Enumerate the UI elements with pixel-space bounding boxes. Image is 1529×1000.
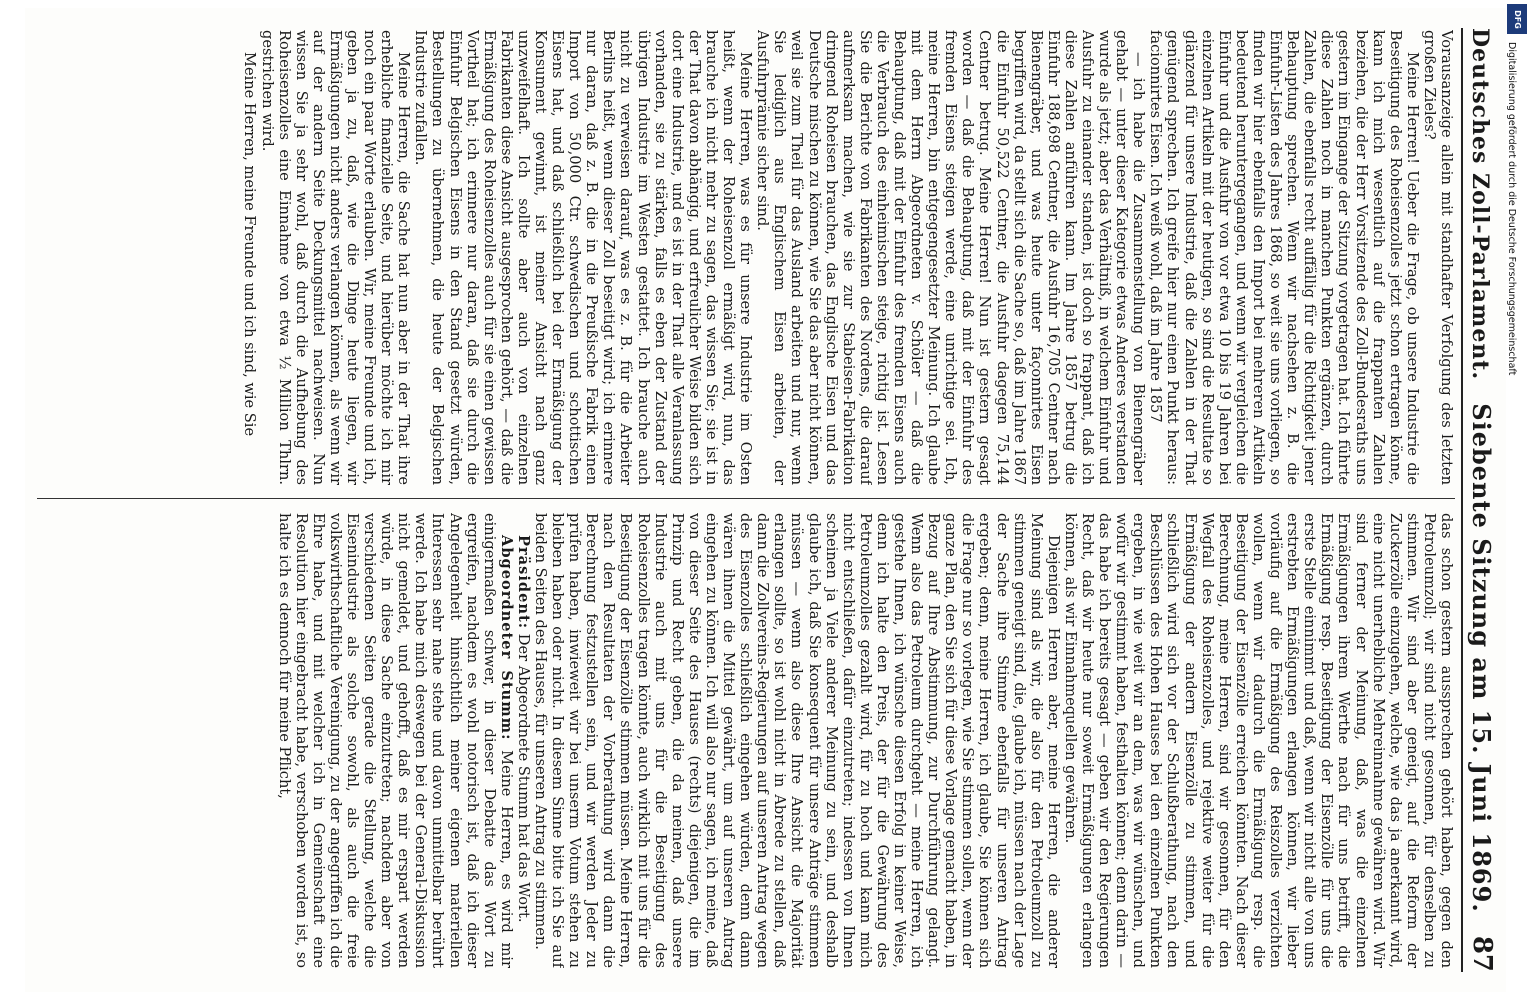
paragraph-text: Der Abgeordnete Stumm hat das Wort. (514, 633, 532, 923)
running-title: Deutsches Zoll-Parlament. (1467, 28, 1493, 381)
paragraph: Meine Herren, was es für unsere Industrie im Osten heißt, wenn der Roheisenzoll ermäßigt wird, nun, das brauche ich nicht mehr zu sagen, das wissen Sie; sie ist in der That davon abhängig, und erfreulicher Weise bilden sich dort eine Industrie, und es ist in der That alle Veranlassung vorhanden, sie zu stärken, falls es eben der Zustand der übrigen Industrie im Westen gestattet. Ich brauche auch nicht zu verweisen darauf, was es z. B. für die Arbeiter Berlins heißt, wenn dieser Zoll beseitigt wird; ich erinnere nur daran, daß z. B. die in die Preußische Fabrik einen Import von 50,000 Ctr. schwedischen und schottischen Eisens hat, und daß schließlich bei der Ermäßigung der Konsument gewinnt, ist meiner Ansicht nach ganz unzweifelhaft. Ich sollte aber auch von einzelnen Fabrikanten diese Ansicht ausgesprochen gehört, — daß die Ermäßigung des Roheisenzolles auch für sie einen gewissen Vortheil hat; ich erinnere nur daran, daß sie durch die Einfuhr Belgischen Eisens in den Stand gesetzt würden, Bestellungen zu übernehmen, die heute der Belgischen Industrie zufallen. (412, 30, 755, 485)
right-text-column (37, 513, 1455, 968)
dfg-logo: DFG (1507, 4, 1527, 34)
paragraph: — ich habe die Zusammenstellung von Bienengräber gehabt — unter dieser Kategorie etwas Anderes verstanden wurde als jetzt; aber das Verhältniß, in welchem Einfuhr und Ausfuhr zu einander standen, ist doch so frappant, daß ich diese Zahlen anführen kann. Im Jahre 1857 betrug die Einfuhr 188,698 Centner, die Ausfuhr 16,705 Centner nach Bienengräber, und was heute unter façonnirtes Eisen begriffen wird, da stellt sich die Sache so, daß im Jahre 1867 die Einfuhr 50,522 Centner, die Ausfuhr dagegen 75,144 Centner betrug. Meine Herren! Nun ist gestern gesagt worden — daß die Behauptung, daß mit der Einfuhr des fremden Eisens steigen werde, eine unrichtige sei. Ich, meine Herren, bin entgegengesetzter Meinung. Ich glaube mit dem Herrn Abgeordneten v. Schöler — daß die Behauptung, daß mit der Einfuhr des fremden Eisens auch die Verbrauch des einheimischen steige, richtig ist. Lesen Sie die Berichte von Fabrikanten des Nordens, die darauf aufmerksam machen, wie sie zur Stabeisen-Fabrikation dringend Roheisen brauchen, das Englische Eisen und das Deutsche mischen zu können, wie Sie das aber nicht können, weil sie zum Theil für das Ausland arbeiten und nur, wenn Sie lediglich aus Englischem Eisen arbeiten, der Ausfuhrprämie sicher sind. (754, 30, 1148, 485)
column-divider (37, 498, 1455, 499)
funding-note: Digitalisierung gefördert durch die Deutsche Forschungsgemeinschaft (1506, 42, 1517, 376)
paragraph: Meine Herren, meine Freunde und ich sind, wie Sie (241, 52, 259, 437)
speaker-president: Präsident: (514, 535, 532, 630)
speaker-stumm: Abgeordneter Stumm: (497, 535, 515, 741)
left-text-column (37, 30, 1455, 485)
paragraph: Diejenigen Herren aber, meine Herren, die anderer Meinung sind als wir, die also für den Petroleumzoll zu stimmen geneigt sind, die, glaube ich, müssen nach der Lage der Sache ihre Stimme ebenfalls für unseren Antrag ergeben; denn, meine Herren, ich glaube, Sie können sich die Frage nur so vorlegen, wie Sie stimmen sollen, wenn der ganze Plan, den Sie sich für diese Vorlage gemacht haben, in Bezug auf Ihre Abstimmung, zur Durchführung gelangt. Wenn also das Petroleum durchgeht — meine Herren, ich gestehe Ihnen, ich wünsche diesen Erfolg in keiner Weise, denn ich halte den Preis, der für die Gewährung des Petroleumzolles gezahlt wird, für zu hoch und kann mich nicht entschließen, dafür einzutreten; indessen von Ihnen scheinen ja Viele anderer Meinung zu sein, und deshalb glaube ich, daß Sie konsequent für unsere Anträge stimmen müssen — wenn also diese Ihre Ansicht die Majorität erlangen sollte, so ist wohl nicht in Abrede zu stellen, daß dann die Zollvereins-Regierungen auf unseren Antrag wegen des Eisenzolles schließlich eingehen würden, denn dann wären ihnen die Mittel gewährt, um auf unseren Antrag eingehen zu können. Ich will also nur sagen, ich meine, daß von dieser Seite des Hauses (rechts) diejenigen, die im Prinzip und Recht geben, die da meinen, daß unsere Industrie auch mit uns für die Beseitigung des Roheisenzolles tragen könnte, auch wirklich mit uns für die Beseitigung der Eisenzölle stimmen müssen. Meine Herren, nach den Resultaten der Vorberathung wird dann die Berechnung festzustellen sein, und wir werden Jeder zu prüfen haben, inwieweit wir bei unserm Votum stehen zu bleiben haben oder nicht. In diesem Sinne bitte ich Sie auf beiden Seiten des Hauses, für unseren Antrag zu stimmen. (532, 513, 1062, 968)
paragraph: Vorausanzeige allein mit standhafter Verfolgung des letzten großen Zieles? (1420, 30, 1455, 485)
page-header (1461, 28, 1507, 972)
speaker-paragraph (515, 513, 532, 968)
paragraph: das schon gestern aussprechen gehört haben, gegen den Petroleumzoll; wir sind nicht gesonnen, für denselben zu stimmen. Wir sind aber geneigt, auf die Reform der Zuckerzölle einzugehen, welche, wie das ja anerkannt wird, eine nicht unerhebliche Mehreinnahme gewähren wird. Wir sind ferner der Meinung, daß, was die einzelnen Ermäßigungen ihrem Werthe nach für uns betrifft, die Ermäßigung resp. Beseitigung der Eisenzölle für uns die erste Stelle einnimmt und daß, wenn wir nicht alle von uns erstrebten Ermäßigungen erlangen können, wir lieber vorläufig auf die Ermäßigung des Reiszolles verzichten wollen, wenn wir dadurch die Ermäßigung resp. die Beseitigung der Eisenzölle erreichen könnten. Nach dieser Berechnung, meine Herren, sind wir gesonnen, für den Wegfall des Roheisenzolles, und rejektive weiter für die Ermäßigung der andern Eisenzölle zu stimmen, und schließlich wird sich vor der Schlußberathung, nach den Beschlüssen des Hohen Hauses bei den einzelnen Punkten ergeben, in wie weit wir an dem, was wir wünschen, und wofür wir gestimmt haben, festhalten können; denn darin — das habe ich bereits gesagt — geben wir den Regierungen Recht, daß wir heute nur soweit Ermäßigungen erlangen können, als wir Einnahmequellen gewähren. (1061, 513, 1455, 968)
paragraph-text: Meine Herren, es wird mir einigermaßen schwer, in dieser Debatte das Wort zu ergreifen, nachdem es wohl notorisch ist, daß ich dieser Angelegenheit hinsichtlich meiner eigenen materiellen Interessen sehr nahe stehe und davon unmittelbar berührt werde. Ich habe mich deswegen bei der General-Diskussion nicht gemeldet, und gehofft, daß es mir erspart werden würde, in diese Sache einzutreten; nachdem aber von verschiedenen Seiten gerade die Stellung, welche die Eisenindustrie als solche sowohl, als auch die freie volkswirthschaftliche Vereinigung, zu der angegriffen ich die Ehre habe, und mit welcher ich in Gemeinschaft eine Resolution hier eingebracht habe, verschoben worden ist, so halte ich es dennoch für meine Pflicht, (275, 513, 515, 968)
paragraph: Meine Herren, die Sache hat nun aber in der That ihre erhebliche finanzielle Seite, und hierüber möchte ich mir noch ein paar Worte erlauben. Wir, meine Freunde und ich, geben ja zu, daß, wie die Dinge heute liegen, wir Ermäßigungen nicht anders verlangen können, als wenn wir auf der andern Seite Deckungsmittel nachweisen. Nun wissen Sie ja sehr wohl, daß durch die Aufhebung des Roheisenzolles eine Einnahme von etwa ½ Million Thlrn. gestrichen wird. (258, 30, 413, 485)
speaker-paragraph (276, 513, 515, 968)
page-number: 87 (1467, 935, 1497, 972)
paragraph: Meine Herren! Ueber die Frage, ob unsere Industrie die Beseitigung des Roheisenzolles jetzt schon ertragen könne, kann ich mich wesentlich auf die frappanten Zahlen beziehen, die der Herr Vorsitzende des Zoll-Bundesraths uns gestern im Eingange der Sitzung vorgetragen hat. Ich führte diese Zahlen noch in manchen Punkten ergänzen, durch Zahlen, die ebenfalls recht auffällig für die Richtigkeit jener Behauptung sprechen. Wenn wir nachsehen z. B. die Einfuhr-Listen des Jahres 1868, so weit sie uns vorliegen, so finden wir hier ebenfalls den Import bei mehreren Artikeln bedeutend heruntergegangen, und wenn wir vergleichen die Einfuhr und die Ausfuhr von vor etwa 10 bis 19 Jahren bei einzelnen Artikeln mit der heutigen, so sind die Resultate so glänzend für unsere Industrie, daß die Zahlen in der That genügend sprechen. Ich greife hier nur einen Punkt heraus: facionnirtes Eisen. Ich weiß wohl, daß im Jahre 1857 (1147, 30, 1421, 485)
session-title: Siebente Sitzung am 15. Juni 1869. (1467, 403, 1496, 913)
document-page (25, 8, 1525, 992)
